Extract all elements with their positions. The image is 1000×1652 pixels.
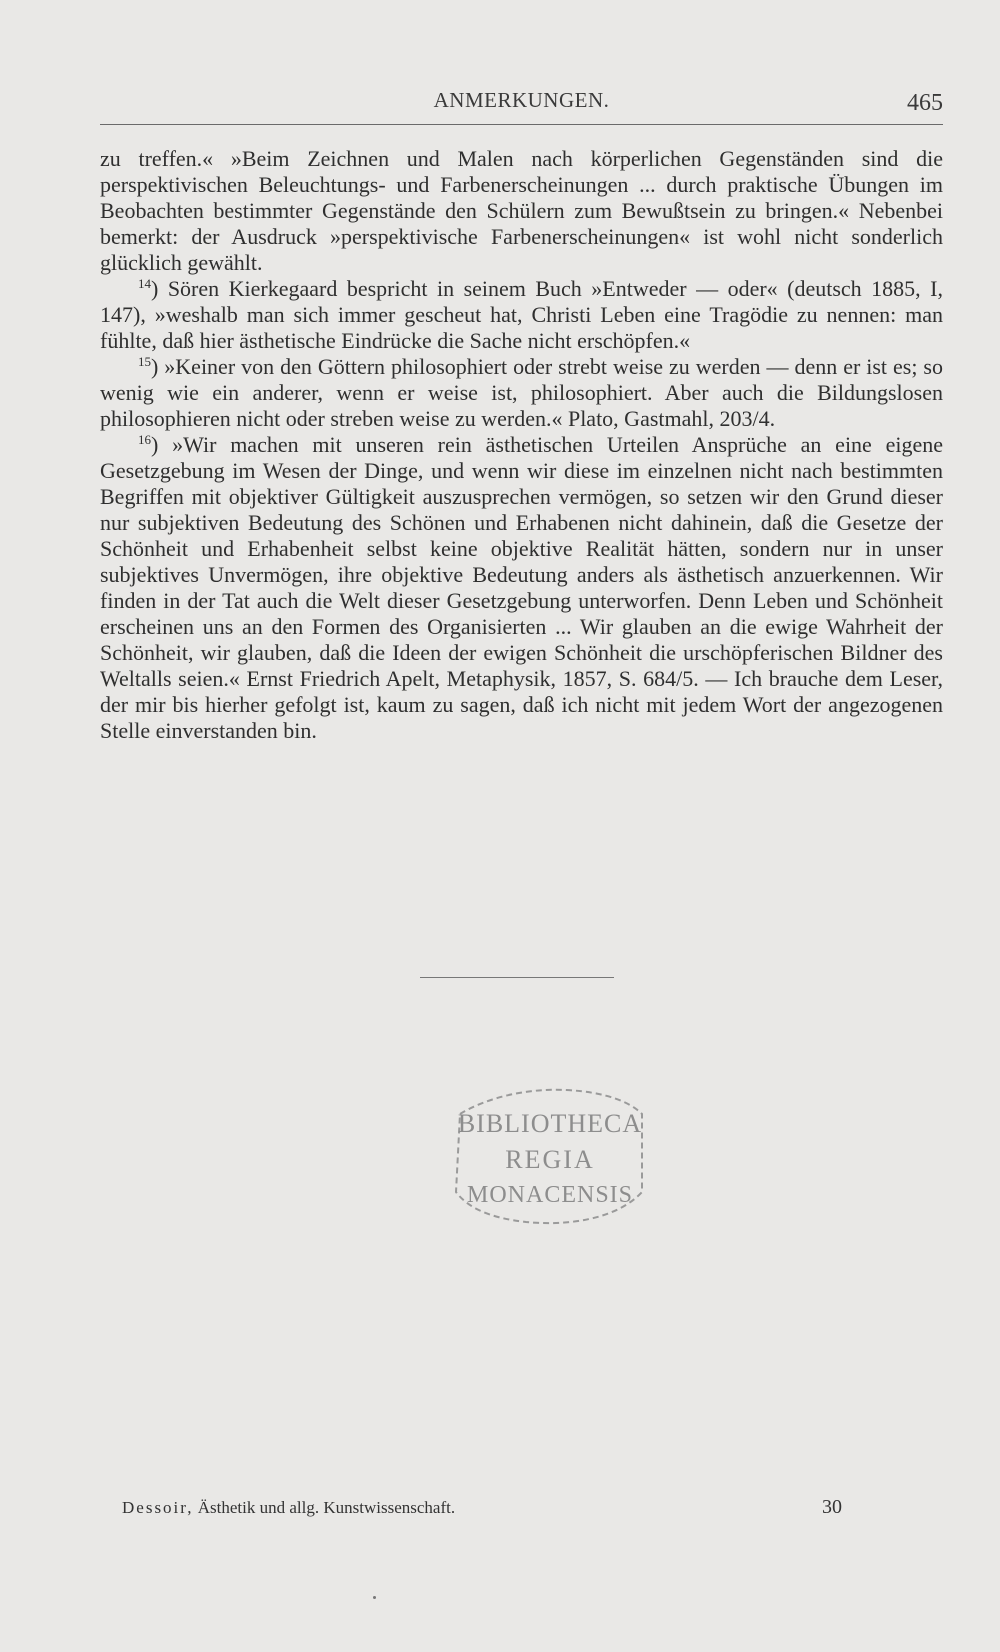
paper-speck [373, 1596, 376, 1599]
running-title: ANMERKUNGEN. [433, 88, 610, 112]
page-number: 465 [907, 90, 943, 116]
library-stamp-graphic [446, 1080, 650, 1230]
paragraph-text: ) »Wir machen mit unseren rein ästhetischen Urteilen Ansprüche an eine eigene Gesetzgebung im Wesen der Dinge, und wenn wir diese im einzelnen nicht nach bestimmten Begriffen mit objektiver Gültigkeit auszusprechen vermögen, so setzen wir den Grund dieser nur subjektiven Bedeutung des Schönen und Erhabenen nicht dahinein, daß die Gesetze der Schönheit und Erhabenheit selbst keine objektive Realität hätten, sondern nur in unser subjektives Unvermögen, ihre objektive Bedeutung anders als ästhetisch anzuerkennen. Wir finden in der Tat auch die Welt dieser Gesetzgebung unterworfen. Denn Leben und Schönheit erscheinen uns an den Formen des Organisierten ... Wir glauben an die ewige Wahrheit der Schönheit, wir glauben, daß die Ideen der ewigen Schönheit die urschöpferischen Bildner des Weltalls seien.« Ernst Friedrich Apelt, Metaphysik, 1857, S. 684/5. — Ich brauche dem Leser, der mir bis hierher gefolgt ist, kaum zu sagen, daß ich nicht mit jedem Wort der angezogenen Stelle einverstanden bin. [100, 432, 943, 743]
paragraph-text: ) Sören Kierkegaard bespricht in seinem Buch »Entweder — oder« (deutsch 1885, I, 147), »weshalb man sich immer gescheut hat, Christi Leben eine Tragödie zu nennen: man fühlte, daß hier ästhetische Eindrücke die Sache nicht erschöpfen.« [100, 276, 943, 353]
note-14-marker: 14 [138, 276, 151, 291]
stamp-line-2: REGIA [505, 1145, 595, 1174]
paragraph-text: ) »Keiner von den Göttern philosophiert oder strebt weise zu werden — denn er ist es; so wenig wie ein anderer, wenn er weise ist, philosophiert. Aber auch die Bildungslosen philosophieren nicht oder streben weise zu werden.« Plato, Gastmahl, 203/4. [100, 354, 943, 431]
footer-author: Dessoir, [122, 1498, 194, 1517]
stamp-line-1: BIBLIOTHECA [457, 1109, 643, 1138]
section-end-rule [420, 977, 614, 978]
paragraph-text: zu treffen.« »Beim Zeichnen und Malen nach körperlichen Gegenständen sind die perspektivischen Beleuchtungs- und Farbenerscheinungen ... durch praktische Übungen im Beobachten bestimmter Gegenstände den Schülern zum Bewußtsein zu bringen.« Nebenbei bemerkt: der Ausdruck »perspektivische Farbenerscheinungen« ist wohl nicht sonderlich glücklich gewählt. [100, 146, 943, 275]
note-16-marker: 16 [138, 432, 151, 447]
note-15-paragraph [100, 354, 943, 432]
printer-signature: 30 [822, 1496, 842, 1518]
note-14-paragraph [100, 276, 943, 354]
stamp-line-3: MONACENSIS [466, 1182, 634, 1208]
library-stamp [446, 1080, 650, 1230]
note-16-paragraph [100, 432, 943, 744]
signature-line [122, 1498, 842, 1528]
notes-text [100, 146, 943, 744]
running-header [100, 88, 943, 125]
footer-book-title: Ästhetik und allg. Kunstwissenschaft. [197, 1498, 456, 1517]
continued-note-paragraph [100, 146, 943, 276]
note-15-marker: 15 [138, 354, 151, 369]
